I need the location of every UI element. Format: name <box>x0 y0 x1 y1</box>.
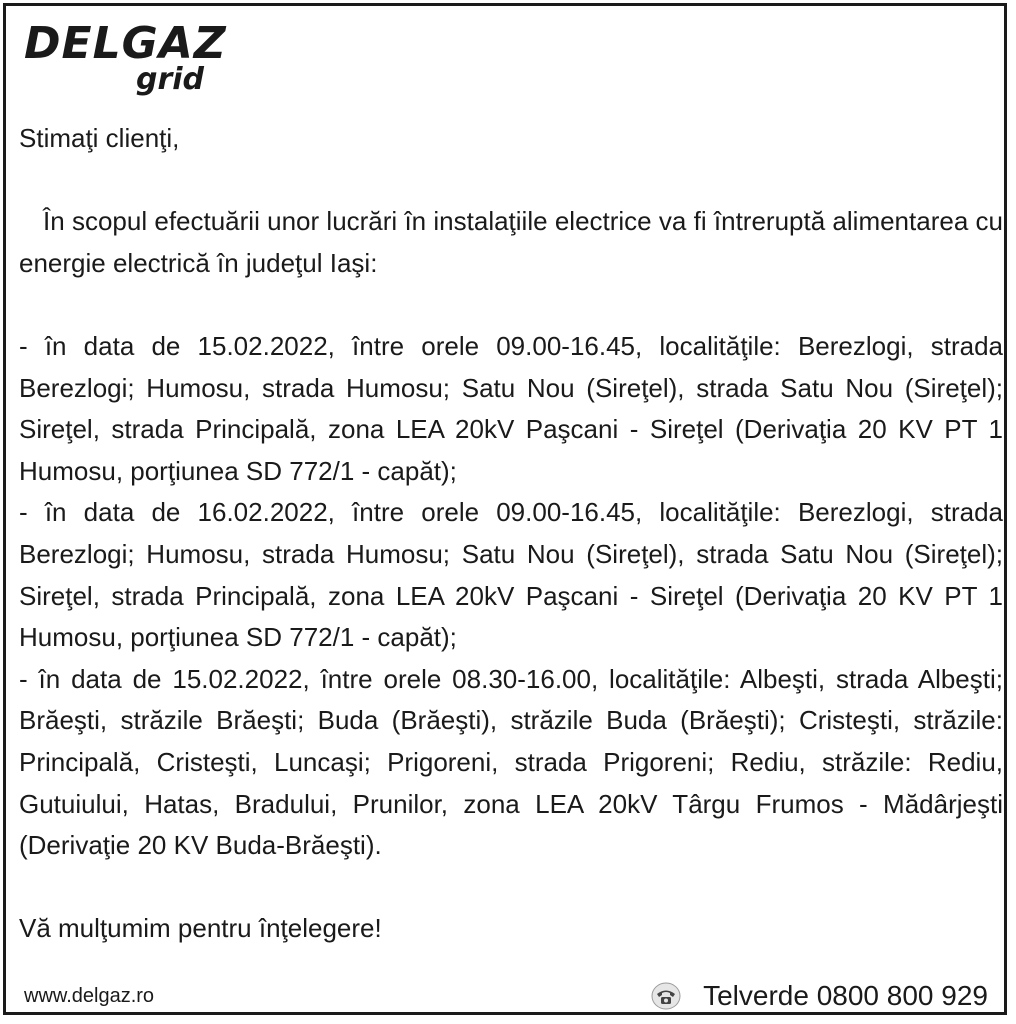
logo-sub-text: grid <box>136 62 205 97</box>
delgaz-grid-logo <box>24 18 227 100</box>
thanks-line: Vă mulţumim pentru înţelegere! <box>19 913 382 944</box>
greeting: Stimaţi clienţi, <box>19 123 180 153</box>
telephone-icon <box>651 981 681 1011</box>
outage-item-1: - în data de 15.02.2022, între orele 09.00-16.45, localităţile: Berezlogi, strada Berezlogi; Humosu, strada Humosu; Satu Nou (Sireţel), strada Satu Nou (Sireţel); Sireţel, strada Principală, zona LEA 20kV Paşcani - Sireţel (Derivaţia 20 KV PT 1 Humosu, porţiunea SD 772/1 - capăt); <box>19 330 1003 486</box>
outage-item-3: - în data de 15.02.2022, între orele 08.30-16.00, localităţile: Albeşti, strada Albeşti; Brăeşti, străzile Brăeşti; Buda (Brăeşti), străzile Buda (Brăeşti); Cristeşti, străzile: Principală, Cristeşti, Luncaşi; Prigoreni, strada Prigoreni; Rediu, străzile: Rediu, Gutuiului, Hatas, Bradului, Prunilor, zona LEA 20kV Târgu Frumos - Mădârjeşti (Derivaţie 20 KV Buda-Brăeşti). <box>19 663 1003 861</box>
outage-item-2: - în data de 16.02.2022, între orele 09.00-16.45, localităţile: Berezlogi, strada Berezlogi; Humosu, strada Humosu; Satu Nou (Sireţel), strada Satu Nou (Sireţel); Sireţel, strada Principală, zona LEA 20kV Paşcani - Sireţel (Derivaţia 20 KV PT 1 Humosu, porţiunea SD 772/1 - capăt); <box>19 497 1003 653</box>
intro-paragraph: În scopul efectuării unor lucrări în instalaţiile electrice va fi întreruptă alimentarea cu energie electrică în judeţul Iaşi: <box>19 206 1003 278</box>
hotline <box>651 980 988 1012</box>
hotline-label: Telverde 0800 800 929 <box>703 980 988 1011</box>
notice-body <box>19 118 1003 976</box>
website-link[interactable]: www.delgaz.ro <box>24 985 155 1007</box>
notice-frame <box>3 3 1007 1015</box>
logo-main-text: DELGAZ <box>24 18 227 69</box>
